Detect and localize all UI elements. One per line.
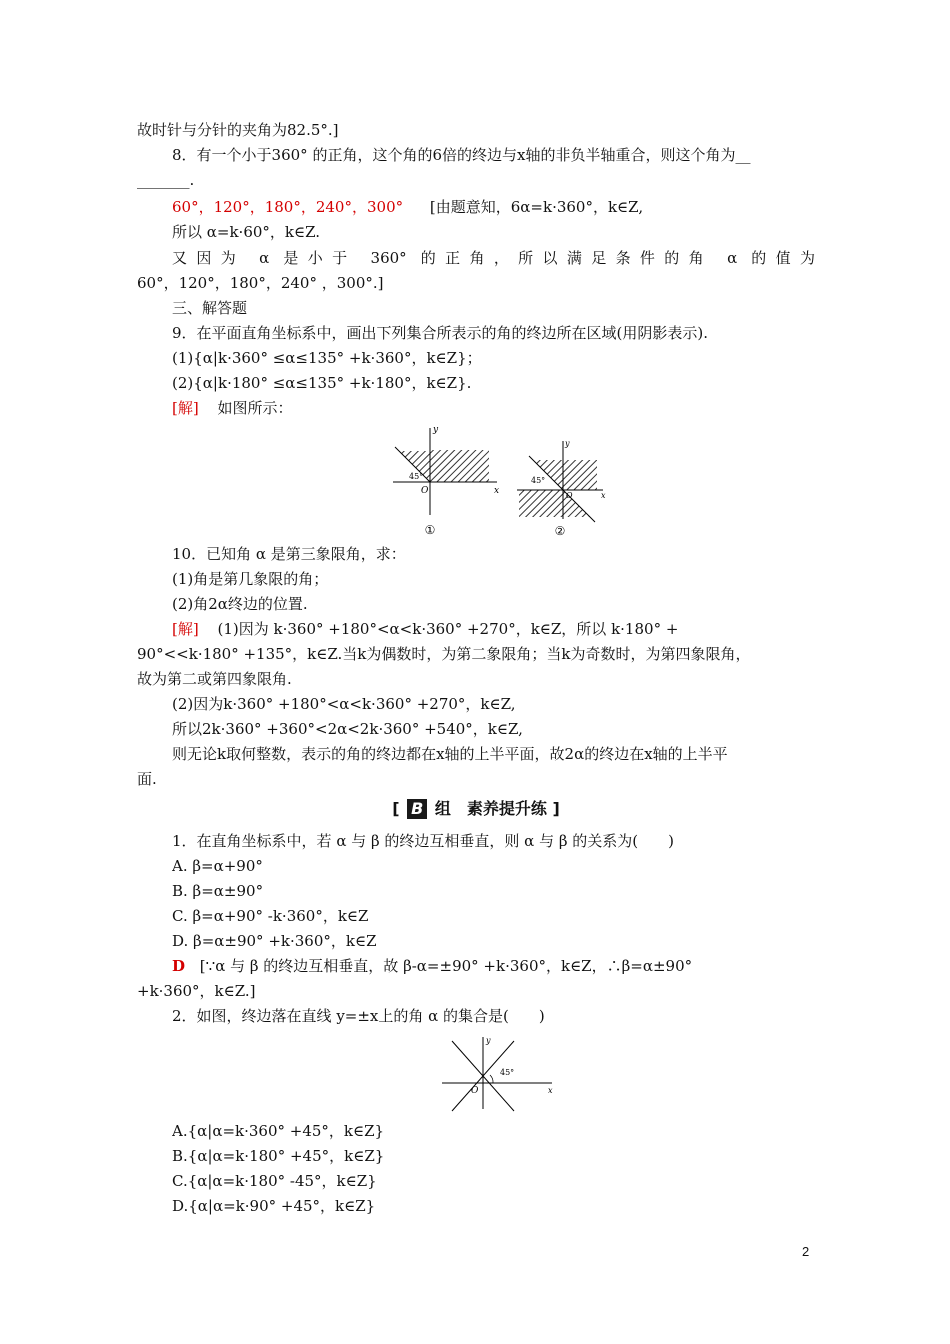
b1-solution-line [172, 954, 815, 979]
figure-3-diagram [438, 1033, 558, 1113]
option-c: C. β=α+90° -k·360°，k∈Z [172, 907, 369, 925]
text-line: 所以2k·360° +360°<2α<2k·360° +540°，k∈Z, [172, 720, 523, 738]
option-a: A. β=α+90° [172, 857, 263, 875]
text-line: 90°<<k·180° +135°，k∈Z.当k为偶数时，为第二象限角；当k为奇数时，为第四象限角， [137, 645, 751, 663]
answer-blank: _______. [137, 171, 195, 189]
q10-part-1: (1)角是第几象限的角； [172, 570, 329, 588]
page-number: 2 [802, 1244, 810, 1259]
question-8: 8．有一个小于360° 的正角，这个角的6倍的终边与x轴的非负半轴重合，则这个角为__ [172, 146, 751, 164]
y-axis-label: y [433, 425, 439, 435]
origin-label: O [471, 1086, 479, 1096]
text-line: 则无论k取何整数，表示的角的终边都在x轴的上半平面，故2α的终边在x轴的上半平 [172, 745, 728, 763]
y-axis-label: y [486, 1036, 491, 1045]
q9-solution-line [172, 396, 815, 421]
figure-label: ② [554, 524, 566, 538]
angle-label: 45° [409, 472, 424, 481]
figure-label: ① [424, 523, 436, 537]
q9-part-2: (2){α|k·180° ≤α≤135° +k·180°，k∈Z}. [172, 374, 472, 392]
text-line: 面. [137, 770, 157, 788]
b1-solution: [∵α 与 β 的终边互相垂直，故 β-α=±90° +k·360°，k∈Z，∴β=α±90° [199, 957, 693, 975]
q10-solution-line [172, 617, 815, 642]
text-line: 所以 α=k·60°，k∈Z. [172, 223, 321, 241]
b1-answer: D [172, 957, 186, 975]
x-axis-label: x [494, 486, 500, 496]
option-b: B. β=α±90° [172, 882, 264, 900]
option-d: D.{α|α=k·90° +45°，k∈Z} [172, 1197, 376, 1215]
option-b: B.{α|α=k·180° +45°，k∈Z} [172, 1147, 385, 1165]
group-b-logo: B [407, 799, 427, 819]
x-axis-label: x [548, 1086, 553, 1095]
q9-part-1: (1){α|k·360° ≤α≤135° +k·360°，k∈Z}； [172, 349, 482, 367]
solution-tag: [解] [172, 399, 199, 417]
b-question-2: 2．如图，终边落在直线 y=±x上的角 α 的集合是( ) [172, 1007, 545, 1025]
figure-2-diagram [515, 435, 615, 540]
question-9: 9．在平面直角坐标系中，画出下列集合所表示的角的终边所在区域(用阴影表示). [172, 324, 709, 342]
option-c: C.{α|α=k·180° -45°，k∈Z} [172, 1172, 377, 1190]
bracket-close: ] [552, 799, 560, 818]
option-a: A.{α|α=k·360° +45°，k∈Z} [172, 1122, 385, 1140]
origin-label: O [421, 486, 429, 496]
solution-text: 如图所示： [217, 399, 293, 417]
origin-label: O [566, 491, 573, 500]
solution-tag: [解] [172, 620, 199, 638]
text-line: 故时针与分针的夹角为82.5°.] [137, 121, 339, 139]
b-question-1: 1．在直角坐标系中，若 α 与 β 的终边互相垂直，则 α 与 β 的关系为( ) [172, 832, 674, 850]
text-line: 又因为 α 是小于 360° 的正角，所以满足条件的角 α 的值为 [172, 249, 815, 267]
q8-solution: [由题意知，6α=k·360°，k∈Z, [429, 198, 644, 216]
option-d: D. β=α±90° +k·360°，k∈Z [172, 932, 377, 950]
text-line: 60°，120°，180°，240° ，300°.] [137, 274, 384, 292]
angle-label: 45° [500, 1068, 515, 1077]
bracket-open: [ [392, 799, 400, 818]
figure-1-diagram [385, 420, 505, 540]
group-b-header [137, 796, 815, 821]
text-line: +k·360°，k∈Z.] [137, 982, 256, 1000]
q10-part-2: (2)角2α终边的位置. [172, 595, 308, 613]
solution-text: (1)因为 k·360° +180°<α<k·360° +270°，k∈Z，所以 k·180° + [217, 620, 679, 638]
section-heading: 三、解答题 [172, 299, 248, 317]
angle-label: 45° [531, 476, 546, 485]
x-axis-label: x [601, 491, 606, 500]
q8-answer-line [172, 195, 815, 220]
question-10: 10．已知角 α 是第三象限角，求： [172, 545, 406, 563]
q8-answer: 60°，120°，180°，240°，300° [172, 198, 404, 216]
text-line: 故为第二或第四象限角. [137, 670, 292, 688]
y-axis-label: y [565, 439, 570, 448]
text-line: (2)因为k·360° +180°<α<k·360° +270°，k∈Z, [172, 695, 516, 713]
group-b-title: 组 素养提升练 [434, 799, 547, 818]
